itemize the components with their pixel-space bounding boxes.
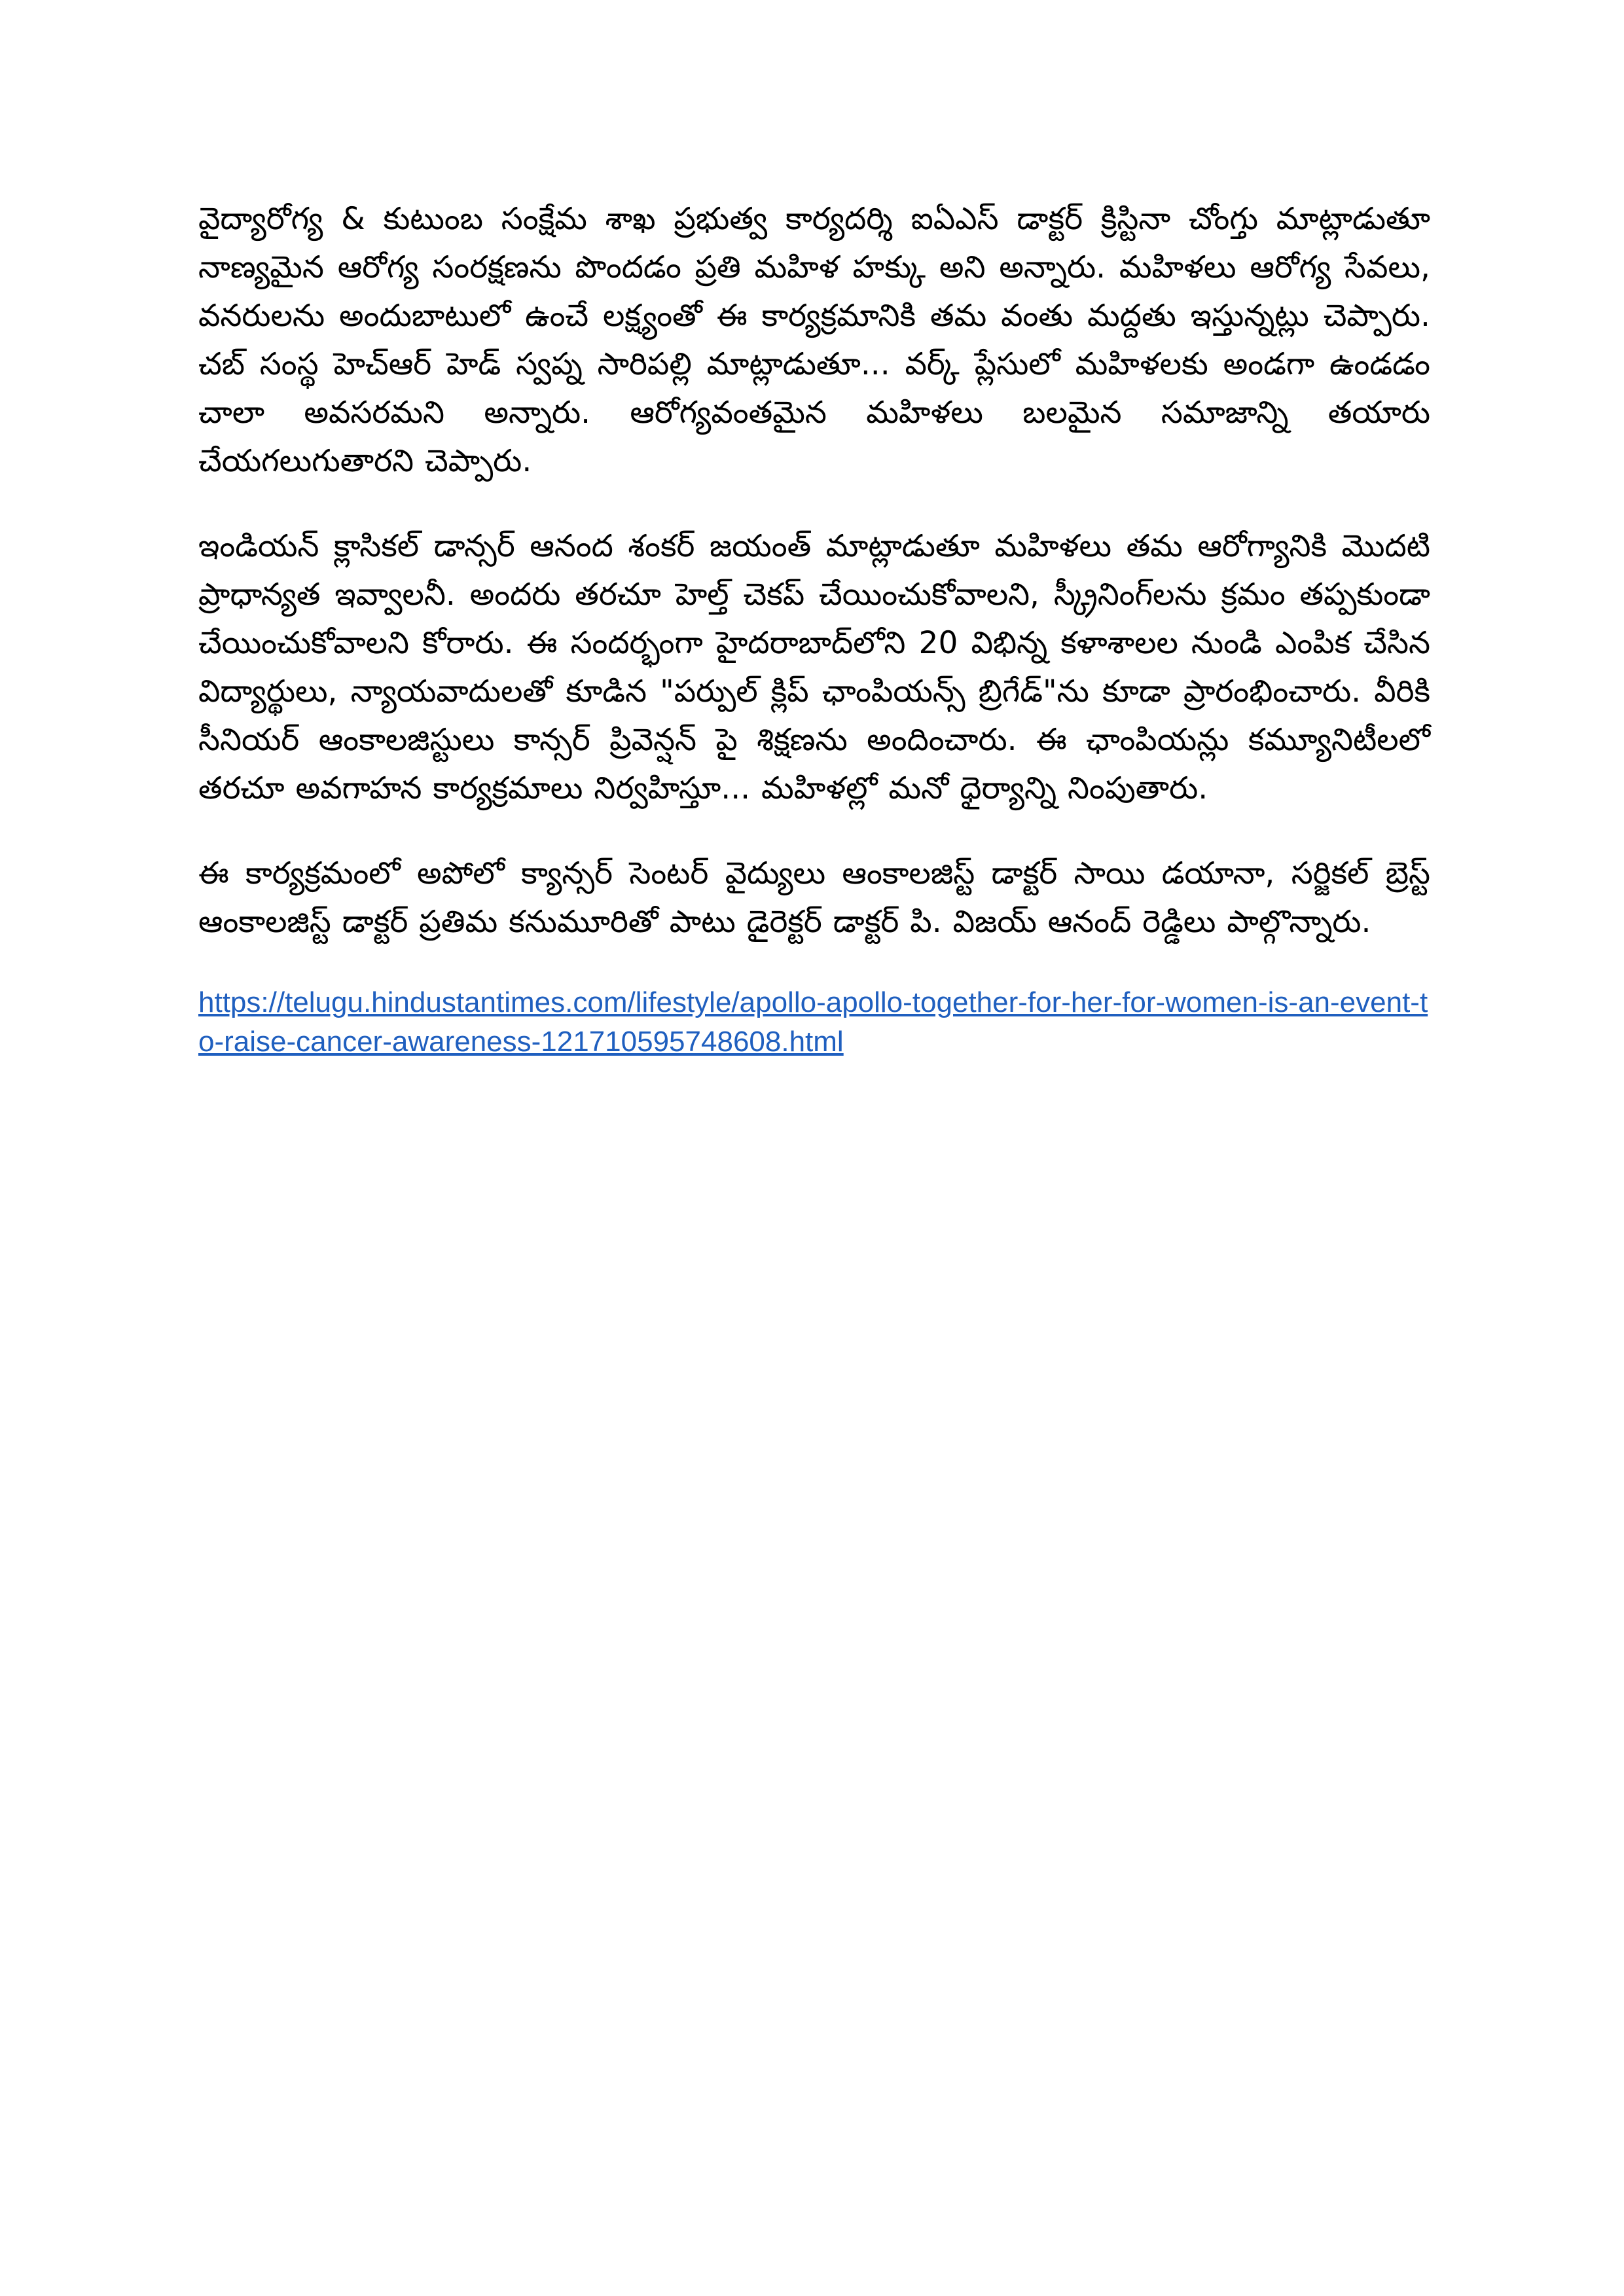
paragraph-participants: ఈ కార్యక్రమంలో అపోలో క్యాన్సర్ సెంటర్ వైద్యులు ఆంకాలజిస్ట్ డాక్టర్ సాయి డయానా, సర్జికల్ బ్రెస్ట్ ఆంకాలజిస్ట్ డాక్టర్ ప్రతిమ కనుమూరితో పాటు డైరెక్టర్ డాక్టర్ పి. విజయ్ ఆనంద్ రెడ్డిలు పాల్గొన్నారు. — [198, 855, 1430, 940]
paragraph-dancer-champions: ఇండియన్ క్లాసికల్ డాన్సర్ ఆనంద శంకర్ జయంత్ మాట్లాడుతూ మహిళలు తమ ఆరోగ్యానికి మొదటి ప్రాధాన్యత ఇవ్వాలనీ. అందరు తరచూ హెల్త్ చెకప్ చేయించుకోవాలని, స్క్రీనింగ్‌లను క్రమం తప్పకుండా చేయించుకోవాలని కోరారు. ఈ సందర్భంగా హైదరాబాద్‌లోని 20 విభిన్న కళాశాలల నుండి ఎంపిక చేసిన విద్యార్థులు, న్యాయవాదులతో కూడిన "పర్పుల్ క్లిప్ ఛాంపియన్స్ బ్రిగేడ్"ను కూడా ప్రారంభించారు. వీరికి సీనియర్ ఆంకాలజిస్టులు కాన్సర్ ప్రివెన్షన్ పై శిక్షణను అందించారు. ఈ ఛాంపియన్లు కమ్యూనిటీలలో తరచూ అవగాహన కార్యక్రమాలు నిర్వహిస్తూ... మహిళల్లో మనో ధైర్యాన్ని నింపుతారు. — [198, 528, 1430, 806]
source-link-block — [198, 983, 1430, 1062]
source-link[interactable]: https://telugu.hindustantimes.com/lifestyle/apollo-apollo-together-for-her-for-women-is-an-event-to-raise-cancer-awareness-121710595748608.html — [198, 986, 1428, 1058]
paragraph-health-secretary: వైద్యారోగ్య & కుటుంబ సంక్షేమ శాఖ ప్రభుత్వ కార్యదర్శి ఐఏఎస్ డాక్టర్ క్రిస్టినా చోంగ్తు మాట్లాడుతూ నాణ్యమైన ఆరోగ్య సంరక్షణను పొందడం ప్రతి మహిళ హక్కు అని అన్నారు. మహిళలు ఆరోగ్య సేవలు, వనరులను అందుబాటులో ఉంచే లక్ష్యంతో ఈ కార్యక్రమానికి తమ వంతు మద్దతు ఇస్తున్నట్లు చెప్పారు. చబ్ సంస్థ హెచ్ఆర్ హెడ్ స్వప్న సారిపల్లి మాట్లాడుతూ... వర్క్ ప్లేసులో మహిళలకు అండగా ఉండడం చాలా అవసరమని అన్నారు. ఆరోగ్యవంతమైన మహిళలు బలమైన సమాజాన్ని తయారు చేయగలుగుతారని చెప్పారు. — [198, 201, 1430, 479]
document-body — [198, 195, 1430, 1062]
